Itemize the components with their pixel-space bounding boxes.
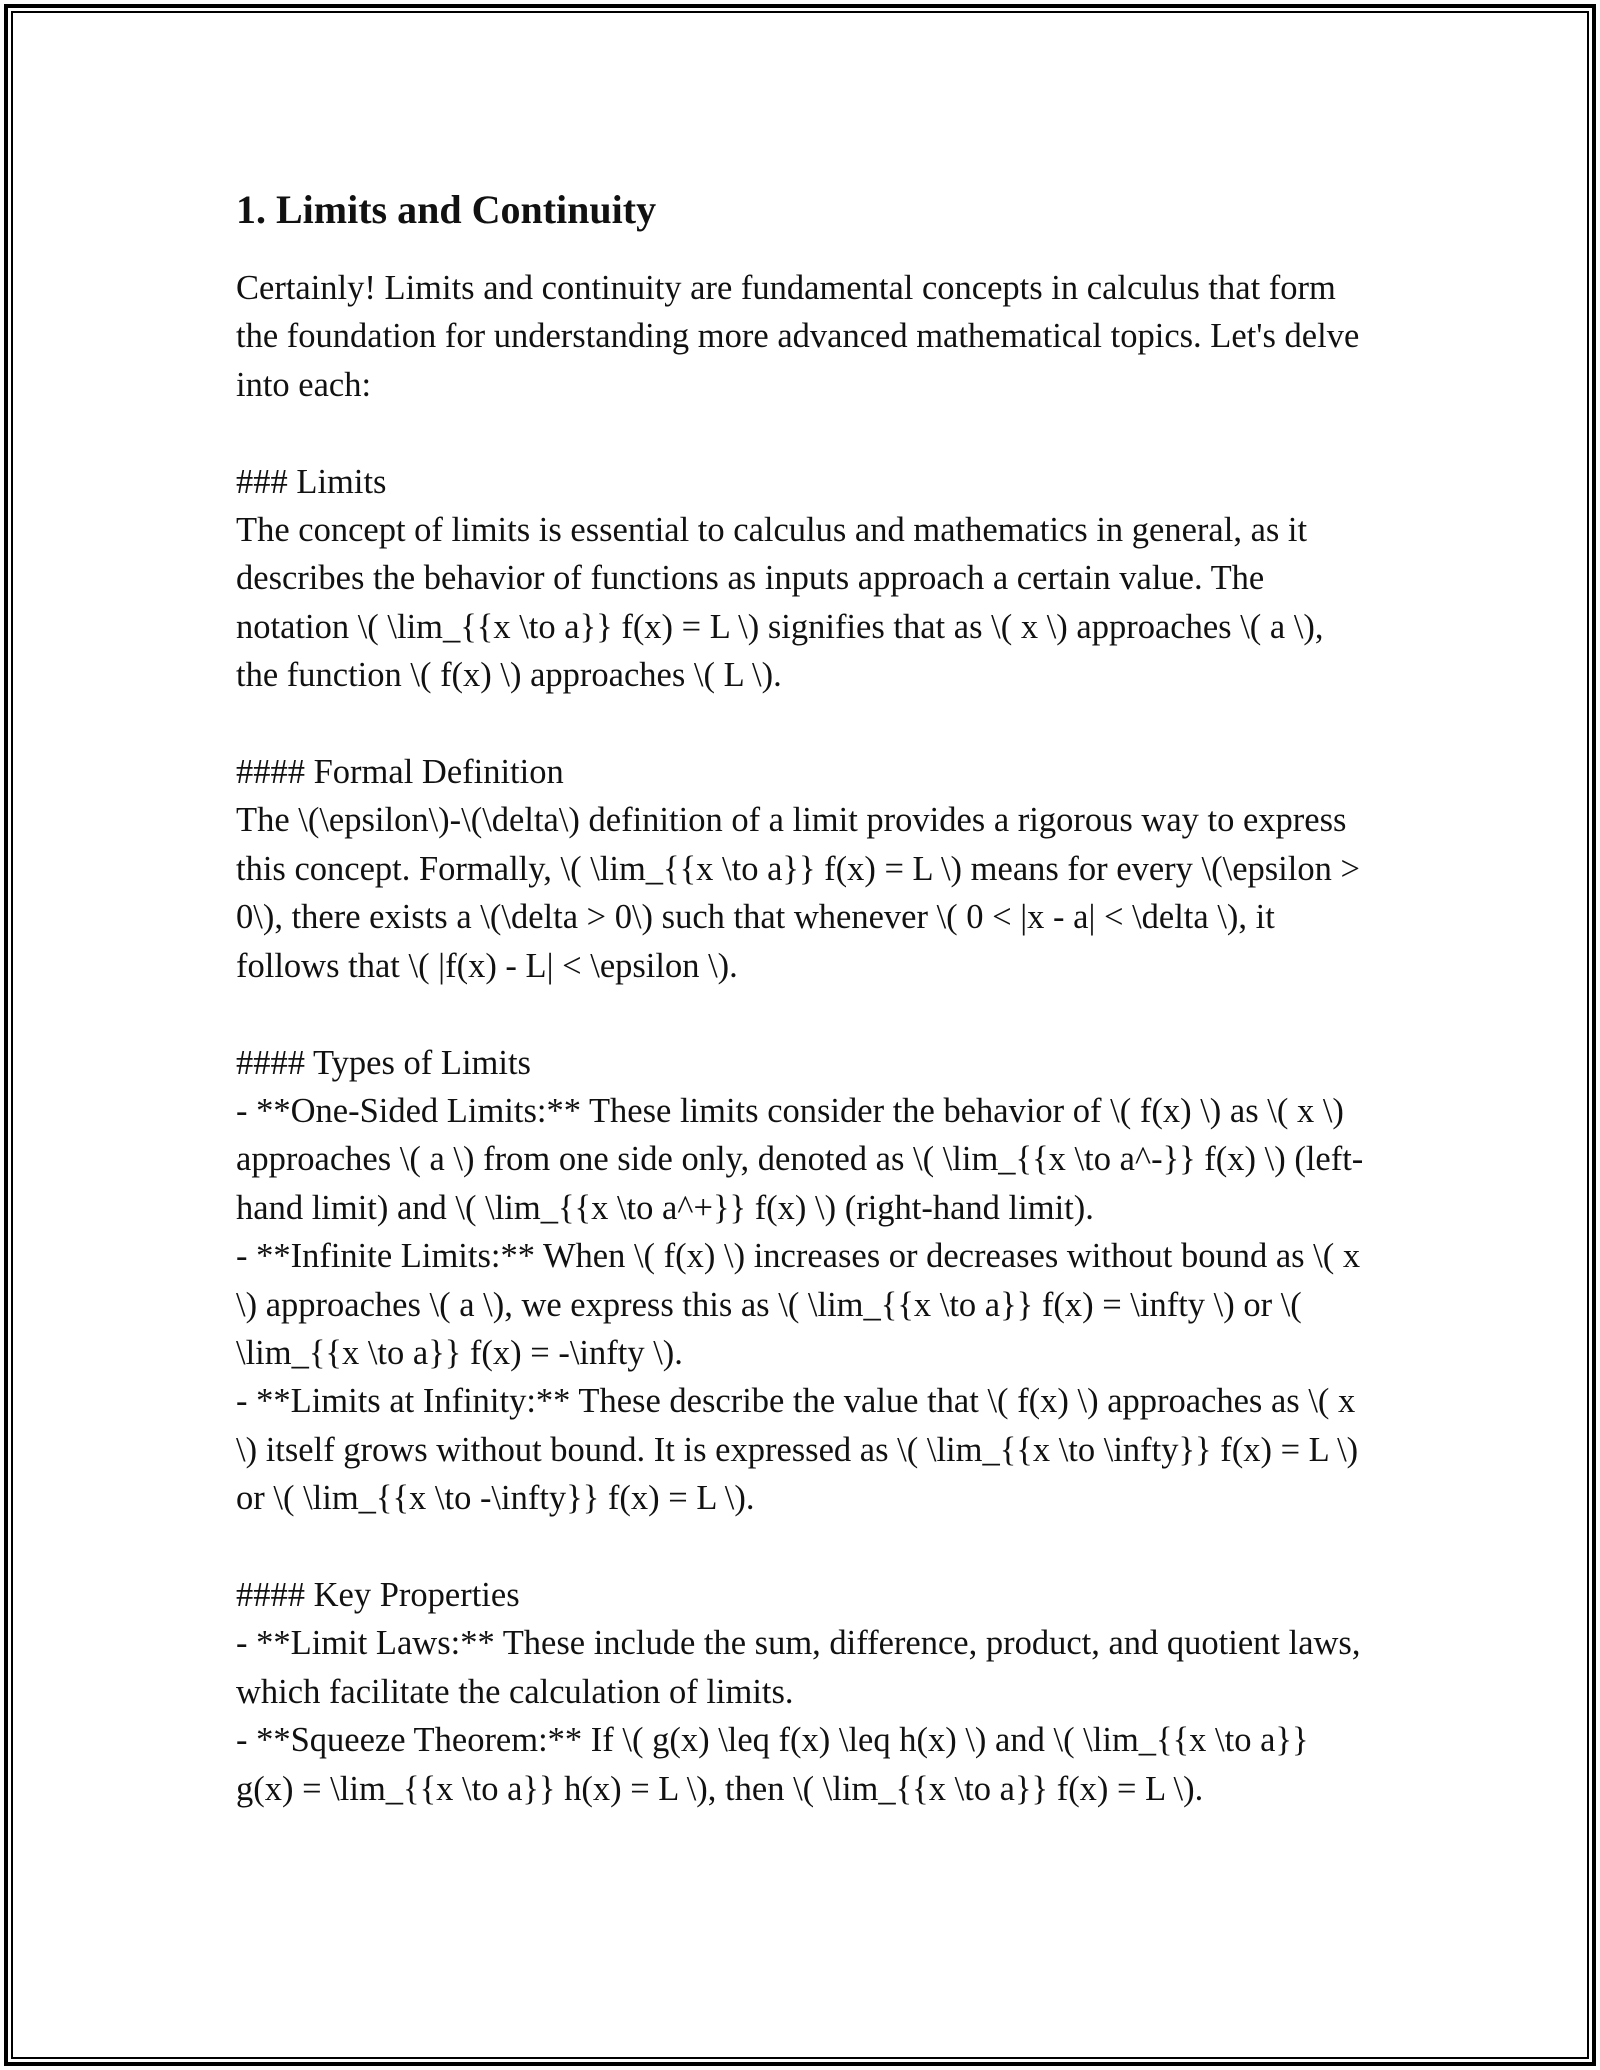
document-title: 1. Limits and Continuity [236, 187, 657, 232]
document-content [236, 186, 1368, 1813]
document-body: Certainly! Limits and continuity are fundamental concepts in calculus that form the foundation for understanding more advanced mathematical topics. Let's delve into each: ### Limits The concept of limits is essential to calculus and mathematics in general, as it describes the behavior of functions as inputs approach a certain value. The notation \( \lim_{{x \to a}} f(x) = L \) signifies that as \( x \) approaches \( a \), the function \( f(x) \) approaches \( L \). #### Formal Definition The \(\epsilon\)-\(\delta\) definition of a limit provides a rigorous way to express this concept. Formally, \( \lim_{{x \to a}} f(x) = L \) means for every \(\epsilon > 0\), there exists a \(\delta > 0\) such that whenever \( 0 < |x - a| < \delta \), it follows that \( |f(x) - L| < \epsilon \). #### Types of Limits - **One-Sided Limits:** These limits consider the behavior of \( f(x) \) as \( x \) approaches \( a \) from one side only, denoted as \( \lim_{{x \to a^-}} f(x) \) (left-hand limit) and \( \lim_{{x \to a^+}} f(x) \) (right-hand limit). - **Infinite Limits:** When \( f(x) \) increases or decreases without bound as \( x \) approaches \( a \), we express this as \( \lim_{{x \to a}} f(x) = \infty \) or \( \lim_{{x \to a}} f(x) = -\infty \). - **Limits at Infinity:** These describe the value that \( f(x) \) approaches as \( x \) itself grows without bound. It is expressed as \( \lim_{{x \to \infty}} f(x) = L \) or \( \lim_{{x \to -\infty}} f(x) = L \). #### Key Properties - **Limit Laws:** These include the sum, difference, product, and quotient laws, which facilitate the calculation of limits. - **Squeeze Theorem:** If \( g(x) \leq f(x) \leq h(x) \) and \( \lim_{{x \to a}} g(x) = \lim_{{x \to a}} h(x) = L \), then \( \lim_{{x \to a}} f(x) = L \). [236, 269, 1364, 1808]
